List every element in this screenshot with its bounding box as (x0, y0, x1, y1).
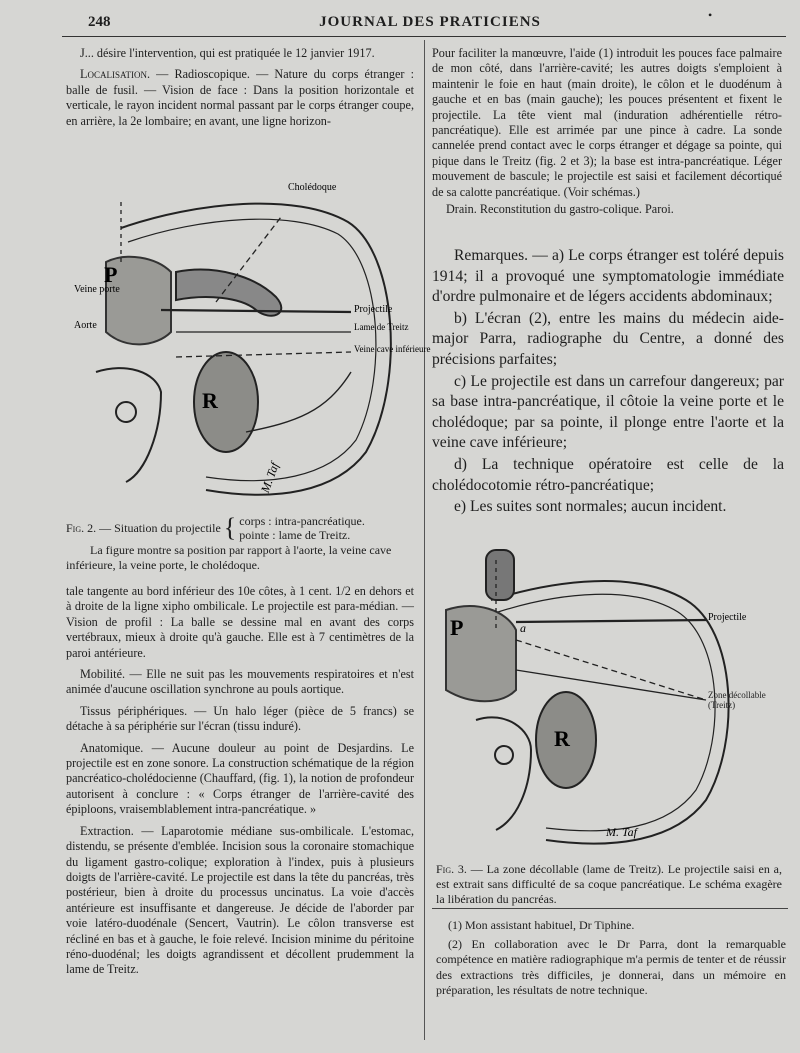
figure-3-caption (436, 862, 782, 907)
fig2-projectile-line (161, 310, 351, 312)
column-divider (424, 40, 425, 1040)
fig2-label-aorte: Aorte (74, 320, 97, 331)
remarque-d: d) La technique opératoire est celle de la cholédocotomie rétro-pancréatique; (432, 455, 784, 494)
tale-paragraph: tale tangente au bord inférieur des 10e côtes, à 1 cent. 1/2 en dehors et à droite de la ligne xipho ombilicale. Le projectile est para-médian. — Vision de profil : La balle se dessine mal en avant des corps vertébraux, mieux à droite qu'à gauche. Elle est à 7 centimètres de la paroi antérieure. (66, 584, 414, 660)
anatomique-paragraph: Anatomique. — Aucune douleur au point de Desjardins. Le projectile est en zone sonore. La construction schématique de la région pancréatico-cholédocienne (Chauffard, (fig. 1), la notion de profondeur autorisent à conclure : « Corps étranger de l'arrière-cavité des épiploons, vraisemblablement intra-pancréatique. » (66, 740, 414, 817)
right-top-block (432, 46, 782, 217)
fig3-aorta-circle (495, 746, 513, 764)
remarque-e: e) Les suites sont normales; aucun incident. (454, 498, 727, 516)
fig3-letter-p: P (450, 615, 464, 640)
footnote-1: (1) Mon assistant habituel, Dr Tiphine. (448, 918, 635, 932)
remarque-c: c) Le projectile est dans un carrefour dangereux; par sa base intra-pancréatique, il côtoie la veine porte et le cholédoque; par sa pointe, il plonge entre l'aorte et la veine cave inférieure; (432, 372, 784, 452)
fig3-inner-wall (498, 594, 715, 831)
fig3-leader-zone (516, 670, 706, 700)
figure-3-diagram (436, 540, 786, 856)
fig2-leader-vci (176, 352, 351, 357)
page-number: 248 (88, 14, 111, 30)
fig2-letter-p: P (104, 262, 118, 287)
fig2-aorta-circle (116, 402, 136, 422)
fig2-caption-num: Fig. 2. (66, 520, 97, 535)
localisation-text: — Radioscopique. — Nature du corps étranger : balle de fusil. — Vision de face : Dans la position horizontale et verticale, le rayon incident normal passant par le corps étranger coupe, en arrière, la 2e lombaire; en avant, une ligne horizon- (66, 67, 414, 128)
fig3-caption-text: — La zone décollable (lame de Treitz). Le projectile saisi en a, est extrait sans difficulté de sa coque pancréatique. Le schéma exagère la libération du pancréas. (436, 862, 782, 906)
fig2-label-veine-porte: Veine porte (74, 284, 120, 295)
fig3-letter-r: R (554, 726, 570, 751)
fig2-label-choledoque: Cholédoque (288, 182, 337, 193)
journal-title: JOURNAL DES PRATICIENS (319, 14, 541, 30)
localisation-label: Localisation. (80, 67, 150, 82)
remarque-a: Remarques. — a) Le corps étranger est toléré depuis 1914; il a provoqué une symptomatologie immédiate d'ordre pulmonaire et de légers accidents abdominaux; (432, 247, 784, 306)
fig2-label-lame: Lame de Treitz (354, 322, 409, 332)
fig2-inner-wall (128, 219, 376, 480)
figure-2-caption: Fig. 2. — Situation du projectile { corps : intra-pancréatique. pointe : lame de Treitz. La figure montre sa position par rapport à l'aorte, la veine cave inférieure, la veine porte, le cholédoque. (66, 514, 416, 573)
fig2-spine (96, 368, 161, 482)
footnote-rule (432, 908, 788, 909)
fig2-label-vci: Veine cave inférieure (354, 344, 431, 354)
fig3-dashed-1 (516, 640, 706, 700)
fig2-caption-corps: corps : intra-pancréatique. (239, 514, 365, 528)
fig3-projectile-line (516, 620, 706, 622)
extraction-paragraph: Extraction. — Laparotomie médiane sus-ombilicale. L'estomac, distendu, se présente d'emblée. Incision sous la coronaire stomachique du ligament gastro-colique; exploration à l'index, puis à plusieurs doigts de l'arrière-cavité. Le projectile est dans la tête du pancréas, très postérieur, bien à droite du processus uncinatus. La voie d'accès antérieure est insuffisante et dangereuse. Je décide de l'aborder par voie latéro-duodénale (Sencert, Vautrin). Le côlon transverse est récliné en bas et à gauche, le foie relevé. Incision minime du péritoine réno-duodénal; les doigts agrandissent et décollent prudemment la lame de Treitz. (66, 823, 414, 977)
fig2-label-projectile: Projectile (354, 304, 393, 315)
footnote-2: (2) En collaboration avec le Dr Parra, dont la remarquable compétence en matière radiographique m'a permis de tenter et de réussir des extractions très difficiles, je donnerai, dans un mémoire en préparation, les résultats de notre technique. (436, 937, 786, 997)
fig3-label-zone: Zone décollable (Treitz) (708, 690, 766, 710)
remarques-block (432, 246, 784, 519)
fig3-label-projectile: Projectile (708, 612, 747, 623)
fig2-caption-text: La figure montre sa position par rapport à l'aorte, la veine cave inférieure, la veine porte, le cholédoque. (66, 543, 392, 572)
fig3-spine (476, 717, 531, 830)
header-mark: • (708, 8, 713, 22)
intro-paragraph: J... désire l'intervention, qui est pratiquée le 12 janvier 1917. (80, 46, 375, 60)
left-intro-block (66, 46, 414, 129)
fig2-intestine (176, 270, 281, 316)
fig3-signature: M. Taf (606, 825, 637, 839)
tissus-paragraph: Tissus périphériques. — Un halo léger (pièce de 5 francs) se détache à sa périphérie sur l'écran (tissu induré). (66, 703, 414, 734)
fig3-vertebra-top (486, 550, 514, 600)
localisation-paragraph (66, 67, 414, 129)
fig2-psoas (246, 372, 351, 432)
mobilite-paragraph: Mobilité. — Elle ne suit pas les mouvements respiratoires et n'est animée d'aucune oscillation synchrone au pouls aortique. (66, 667, 414, 697)
fig2-signature: M. Taf (257, 460, 282, 495)
left-body-block (66, 584, 414, 978)
fig2-caption-pointe: pointe : lame de Treitz. (239, 528, 351, 542)
header-rule (62, 36, 786, 37)
fig2-letter-r: R (202, 388, 218, 413)
fig2-caption-main: — Situation du projectile (96, 520, 221, 535)
right-paragraph-1: Pour faciliter la manœuvre, l'aide (1) introduit les pouces face palmaire de mon côté, dans l'arrière-cavité; les autres doigts s'emploient à maintenir le foie en haut (main droite), le côlon et le duodénum à gauche et en bas (main gauche); les pouces présentent et fixent le projectile. La tête vient mal (induration adhérentielle rétro-pancréatique). Elle est arrimée par une pince à cadre. La sonde cannelée prend contact avec le corps étranger et dégage sa pointe, qui pique dans le Treitz (fig. 2 et 3); la base est intra-pancréatique. Léger mouvement de bascule; le projectile est saisi et facilement décortiqué de sa calotte pancréatique. (Voir schémas.) (432, 46, 782, 199)
remarque-b: b) L'écran (2), entre les mains du médecin aide-major Parra, radiographe du Centre, a donné des précisions parfaites; (432, 309, 784, 368)
footnotes-block (436, 918, 786, 998)
right-paragraph-2: Drain. Reconstitution du gastro-colique. Paroi. (446, 202, 674, 217)
figure-2-diagram (66, 172, 431, 512)
fig3-letter-a: a (520, 621, 526, 635)
fig3-caption-num: Fig. 3. (436, 862, 467, 876)
fig2-outer-wall (121, 204, 391, 495)
